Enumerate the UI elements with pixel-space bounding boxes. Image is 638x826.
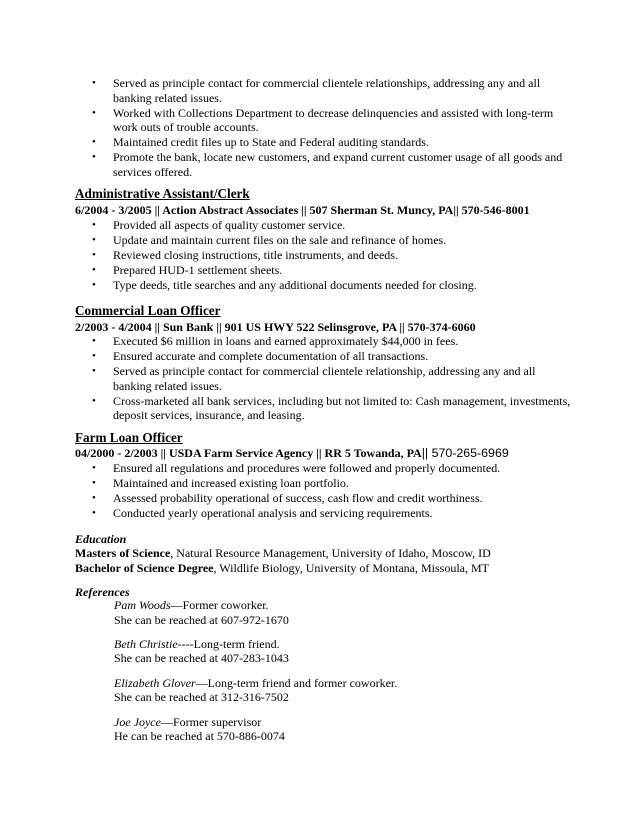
reference-contact: She can be reached at 607-972-1670 bbox=[114, 613, 289, 627]
bullet-icon: • bbox=[92, 77, 96, 89]
bullet-icon: • bbox=[92, 491, 96, 504]
duty-text: Type deeds, title searches and any additional documents needed for closing. bbox=[113, 277, 477, 292]
reference-relation: —Former supervisor bbox=[160, 715, 262, 729]
reference-name-line bbox=[114, 676, 397, 691]
bullet-icon: • bbox=[92, 394, 96, 407]
duty-text: Served as principle contact for commercial clientele relationship, addressing any and all banking related issues. bbox=[113, 363, 536, 393]
education-entry bbox=[75, 561, 489, 576]
list-item bbox=[92, 76, 572, 105]
duty-text: Ensured all regulations and procedures were followed and properly documented. bbox=[113, 461, 501, 475]
list-item bbox=[92, 233, 572, 248]
job-title: Commercial Loan Officer bbox=[75, 303, 221, 318]
bullet-icon: • bbox=[92, 248, 96, 261]
job-meta bbox=[75, 203, 530, 218]
job-meta-text: 2/2003 - 4/2004 || Sun Bank || 901 US HWY 522 Selinsgrove, PA || 570-374-6060 bbox=[75, 320, 476, 334]
bullet-icon: • bbox=[92, 476, 96, 489]
education-heading: Education bbox=[75, 532, 127, 546]
reference-name: Pam Woods bbox=[114, 598, 171, 612]
job-phone: || 570-265-6969 bbox=[421, 446, 509, 460]
duty-text: Cross-marketed all bank services, including but not limited to: Cash management, investments, deposit services, insurance, and leasing. bbox=[113, 393, 571, 423]
job-title: Administrative Assistant/Clerk bbox=[75, 186, 250, 201]
duty-text: Conducted yearly operational analysis and servicing requirements. bbox=[113, 505, 433, 520]
bullet-icon: • bbox=[92, 233, 96, 246]
list-item bbox=[92, 491, 572, 506]
degree-name: Bachelor of Science Degree bbox=[75, 561, 214, 575]
bullet-icon: • bbox=[92, 136, 96, 149]
reference-contact: She can be reached at 407-283-1043 bbox=[114, 651, 289, 665]
duty-text: Served as principle contact for commercial clientele relationships, addressing any and all banking related issues. bbox=[113, 76, 541, 105]
bullet-icon: • bbox=[92, 278, 96, 291]
list-item bbox=[92, 135, 572, 150]
reference-name-line bbox=[114, 637, 280, 652]
references-heading: References bbox=[75, 585, 130, 599]
bullet-icon: • bbox=[92, 506, 96, 519]
duty-text: Executed $6 million in loans and earned approximately $44,000 in fees. bbox=[113, 334, 459, 348]
duty-text: Promote the bank, locate new customers, and expand current customer usage of all goods and services offered. bbox=[113, 150, 563, 179]
list-item bbox=[92, 364, 572, 393]
job-title: Farm Loan Officer bbox=[75, 430, 183, 445]
list-item bbox=[92, 263, 572, 278]
reference-relation: —Former coworker. bbox=[170, 598, 269, 612]
job-meta-text: 6/2004 - 3/2005 || Action Abstract Associates || 507 Sherman St. Muncy, PA|| 570-546-8001 bbox=[75, 203, 530, 217]
job-duties-list bbox=[92, 334, 572, 423]
bullet-icon: • bbox=[92, 263, 96, 276]
list-item bbox=[92, 476, 572, 491]
duty-text: Update and maintain current files on the sale and refinance of homes. bbox=[113, 232, 447, 247]
duty-text: Assessed probability operational of success, cash flow and credit worthiness. bbox=[113, 490, 483, 505]
reference-name: Joe Joyce bbox=[114, 715, 161, 729]
reference-name-line bbox=[114, 715, 261, 730]
list-item bbox=[92, 150, 572, 179]
list-item bbox=[92, 106, 572, 135]
degree-details: , Wildlife Biology, University of Montana, Missoula, MT bbox=[213, 561, 490, 575]
bullet-icon: • bbox=[92, 151, 96, 164]
bullet-icon: • bbox=[92, 219, 96, 231]
reference-relation: ----Long-term friend. bbox=[177, 637, 280, 651]
reference-name: Beth Christie bbox=[114, 637, 178, 651]
job-duties-list bbox=[92, 218, 572, 293]
job-meta-text: 04/2000 - 2/2003 || USDA Farm Service Agency || RR 5 Towanda, PA bbox=[75, 446, 422, 460]
previous-job-duties-list bbox=[92, 76, 572, 180]
duty-text: Reviewed closing instructions, title instruments, and deeds. bbox=[113, 247, 398, 262]
duty-text: Prepared HUD-1 settlement sheets. bbox=[113, 262, 283, 277]
bullet-icon: • bbox=[92, 462, 96, 474]
list-item bbox=[92, 218, 572, 233]
education-entry bbox=[75, 546, 491, 561]
list-item bbox=[92, 278, 572, 293]
list-item bbox=[92, 349, 572, 364]
list-item bbox=[92, 506, 572, 521]
job-meta bbox=[75, 320, 476, 335]
list-item bbox=[92, 461, 572, 476]
degree-name: Masters of Science bbox=[75, 546, 171, 560]
duty-text: Worked with Collections Department to decrease delinquencies and assisted with long-term work outs of trouble accounts. bbox=[113, 105, 554, 135]
bullet-icon: • bbox=[92, 364, 96, 377]
list-item bbox=[92, 394, 572, 423]
degree-details: , Natural Resource Management, University of Idaho, Moscow, ID bbox=[170, 546, 491, 560]
duty-text: Maintained and increased existing loan portfolio. bbox=[113, 475, 349, 490]
bullet-icon: • bbox=[92, 349, 96, 362]
bullet-icon: • bbox=[92, 106, 96, 119]
duty-text: Maintained credit files up to State and Federal auditing standards. bbox=[113, 135, 429, 150]
duty-text: Ensured accurate and complete documentation of all transactions. bbox=[113, 348, 429, 363]
reference-contact: He can be reached at 570-886-0074 bbox=[114, 729, 285, 743]
reference-name-line bbox=[114, 598, 269, 613]
bullet-icon: • bbox=[92, 335, 96, 347]
duty-text: Provided all aspects of quality customer service. bbox=[113, 218, 346, 232]
reference-contact: She can be reached at 312-316-7502 bbox=[114, 690, 289, 704]
reference-name: Elizabeth Glover bbox=[114, 676, 196, 690]
list-item bbox=[92, 248, 572, 263]
reference-relation: —Long-term friend and former coworker. bbox=[195, 676, 398, 690]
job-duties-list bbox=[92, 461, 572, 521]
list-item bbox=[92, 334, 572, 349]
job-meta bbox=[75, 446, 509, 461]
